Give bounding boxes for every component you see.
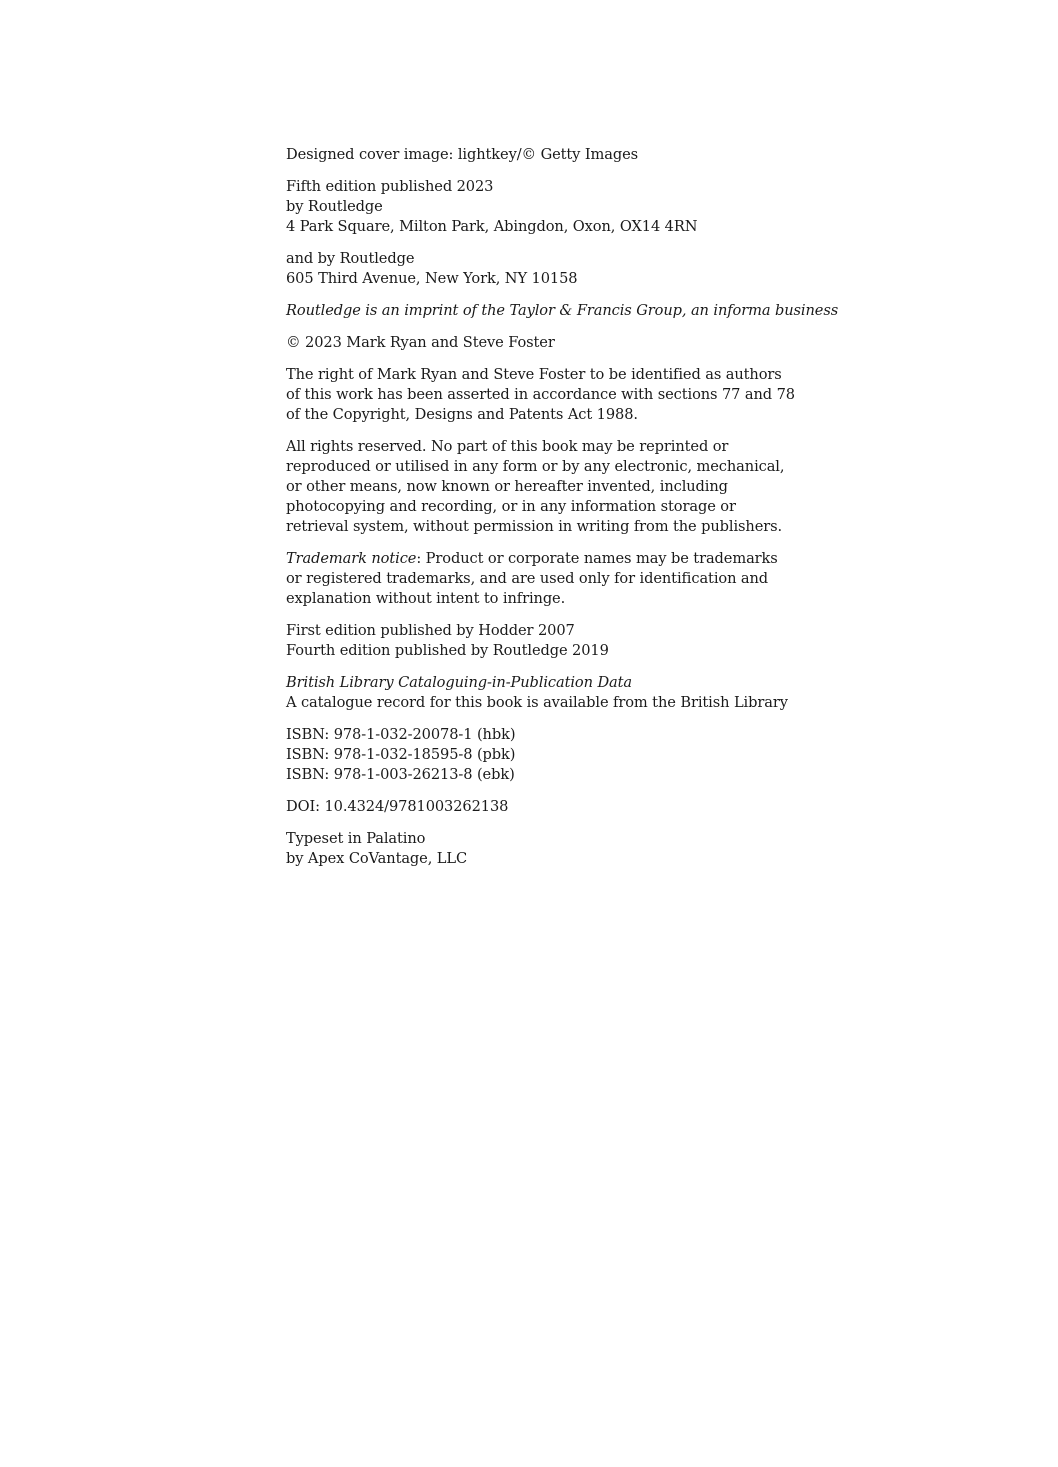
rights-reserved-line-3: or other means, now known or hereafter invented, including bbox=[286, 478, 728, 495]
typeset-line-2: by Apex CoVantage, LLC bbox=[286, 850, 468, 867]
rights-reserved-line-5: retrieval system, without permission in writing from the publishers. bbox=[286, 518, 783, 535]
first-edition-line: First edition published by Hodder 2007 bbox=[286, 622, 575, 639]
typeset-line-1: Typeset in Palatino bbox=[286, 830, 426, 847]
moral-rights-line-3: of the Copyright, Designs and Patents Act 1988. bbox=[286, 406, 638, 423]
trademark-notice bbox=[286, 549, 806, 609]
trademark-line-2: or registered trademarks, and are used only for identification and bbox=[286, 570, 769, 587]
edition-line: Fifth edition published 2023 bbox=[286, 178, 494, 195]
fourth-edition-line: Fourth edition published by Routledge 2019 bbox=[286, 642, 609, 659]
edition-info bbox=[286, 177, 806, 237]
prior-editions bbox=[286, 621, 806, 661]
imprint-statement-line: Routledge is an imprint of the Taylor & Francis Group, an informa business bbox=[286, 302, 839, 319]
publisher-line: by Routledge bbox=[286, 198, 383, 215]
us-address-line: 605 Third Avenue, New York, NY 10158 bbox=[286, 270, 578, 287]
us-publisher-line: and by Routledge bbox=[286, 250, 415, 267]
trademark-label: Trademark notice bbox=[286, 550, 417, 567]
rights-reserved-line-2: reproduced or utilised in any form or by any electronic, mechanical, bbox=[286, 458, 785, 475]
isbn-list bbox=[286, 725, 806, 785]
moral-rights-line-1: The right of Mark Ryan and Steve Foster to be identified as authors bbox=[286, 366, 782, 383]
isbn-ebk: ISBN: 978-1-003-26213-8 (ebk) bbox=[286, 766, 515, 783]
doi bbox=[286, 797, 806, 817]
uk-address-line: 4 Park Square, Milton Park, Abingdon, Oxon, OX14 4RN bbox=[286, 218, 698, 235]
copyright-line: © 2023 Mark Ryan and Steve Foster bbox=[286, 334, 555, 351]
trademark-line-3: explanation without intent to infringe. bbox=[286, 590, 566, 607]
rights-reserved-line-4: photocopying and recording, or in any information storage or bbox=[286, 498, 736, 515]
moral-rights-line-2: of this work has been asserted in accordance with sections 77 and 78 bbox=[286, 386, 795, 403]
imprint-statement bbox=[286, 301, 839, 321]
rights-reserved bbox=[286, 437, 806, 537]
isbn-pbk: ISBN: 978-1-032-18595-8 (pbk) bbox=[286, 746, 516, 763]
doi-line: DOI: 10.4324/9781003262138 bbox=[286, 798, 509, 815]
cip-heading: British Library Cataloguing-in-Publication Data bbox=[286, 674, 633, 691]
cover-credit-line: Designed cover image: lightkey/© Getty Images bbox=[286, 146, 639, 163]
copyright-text-block bbox=[286, 145, 839, 881]
copyright-notice bbox=[286, 333, 806, 353]
rights-reserved-line-1: All rights reserved. No part of this book may be reprinted or bbox=[286, 438, 729, 455]
trademark-line-1 bbox=[286, 549, 806, 569]
cover-credit bbox=[286, 145, 806, 165]
cip-record-line: A catalogue record for this book is available from the British Library bbox=[286, 694, 788, 711]
moral-rights bbox=[286, 365, 806, 425]
cip-data bbox=[286, 673, 806, 713]
typeset-info bbox=[286, 829, 806, 869]
isbn-hbk: ISBN: 978-1-032-20078-1 (hbk) bbox=[286, 726, 516, 743]
trademark-line-1-text: : Product or corporate names may be trademarks bbox=[416, 550, 778, 567]
us-address bbox=[286, 249, 806, 289]
